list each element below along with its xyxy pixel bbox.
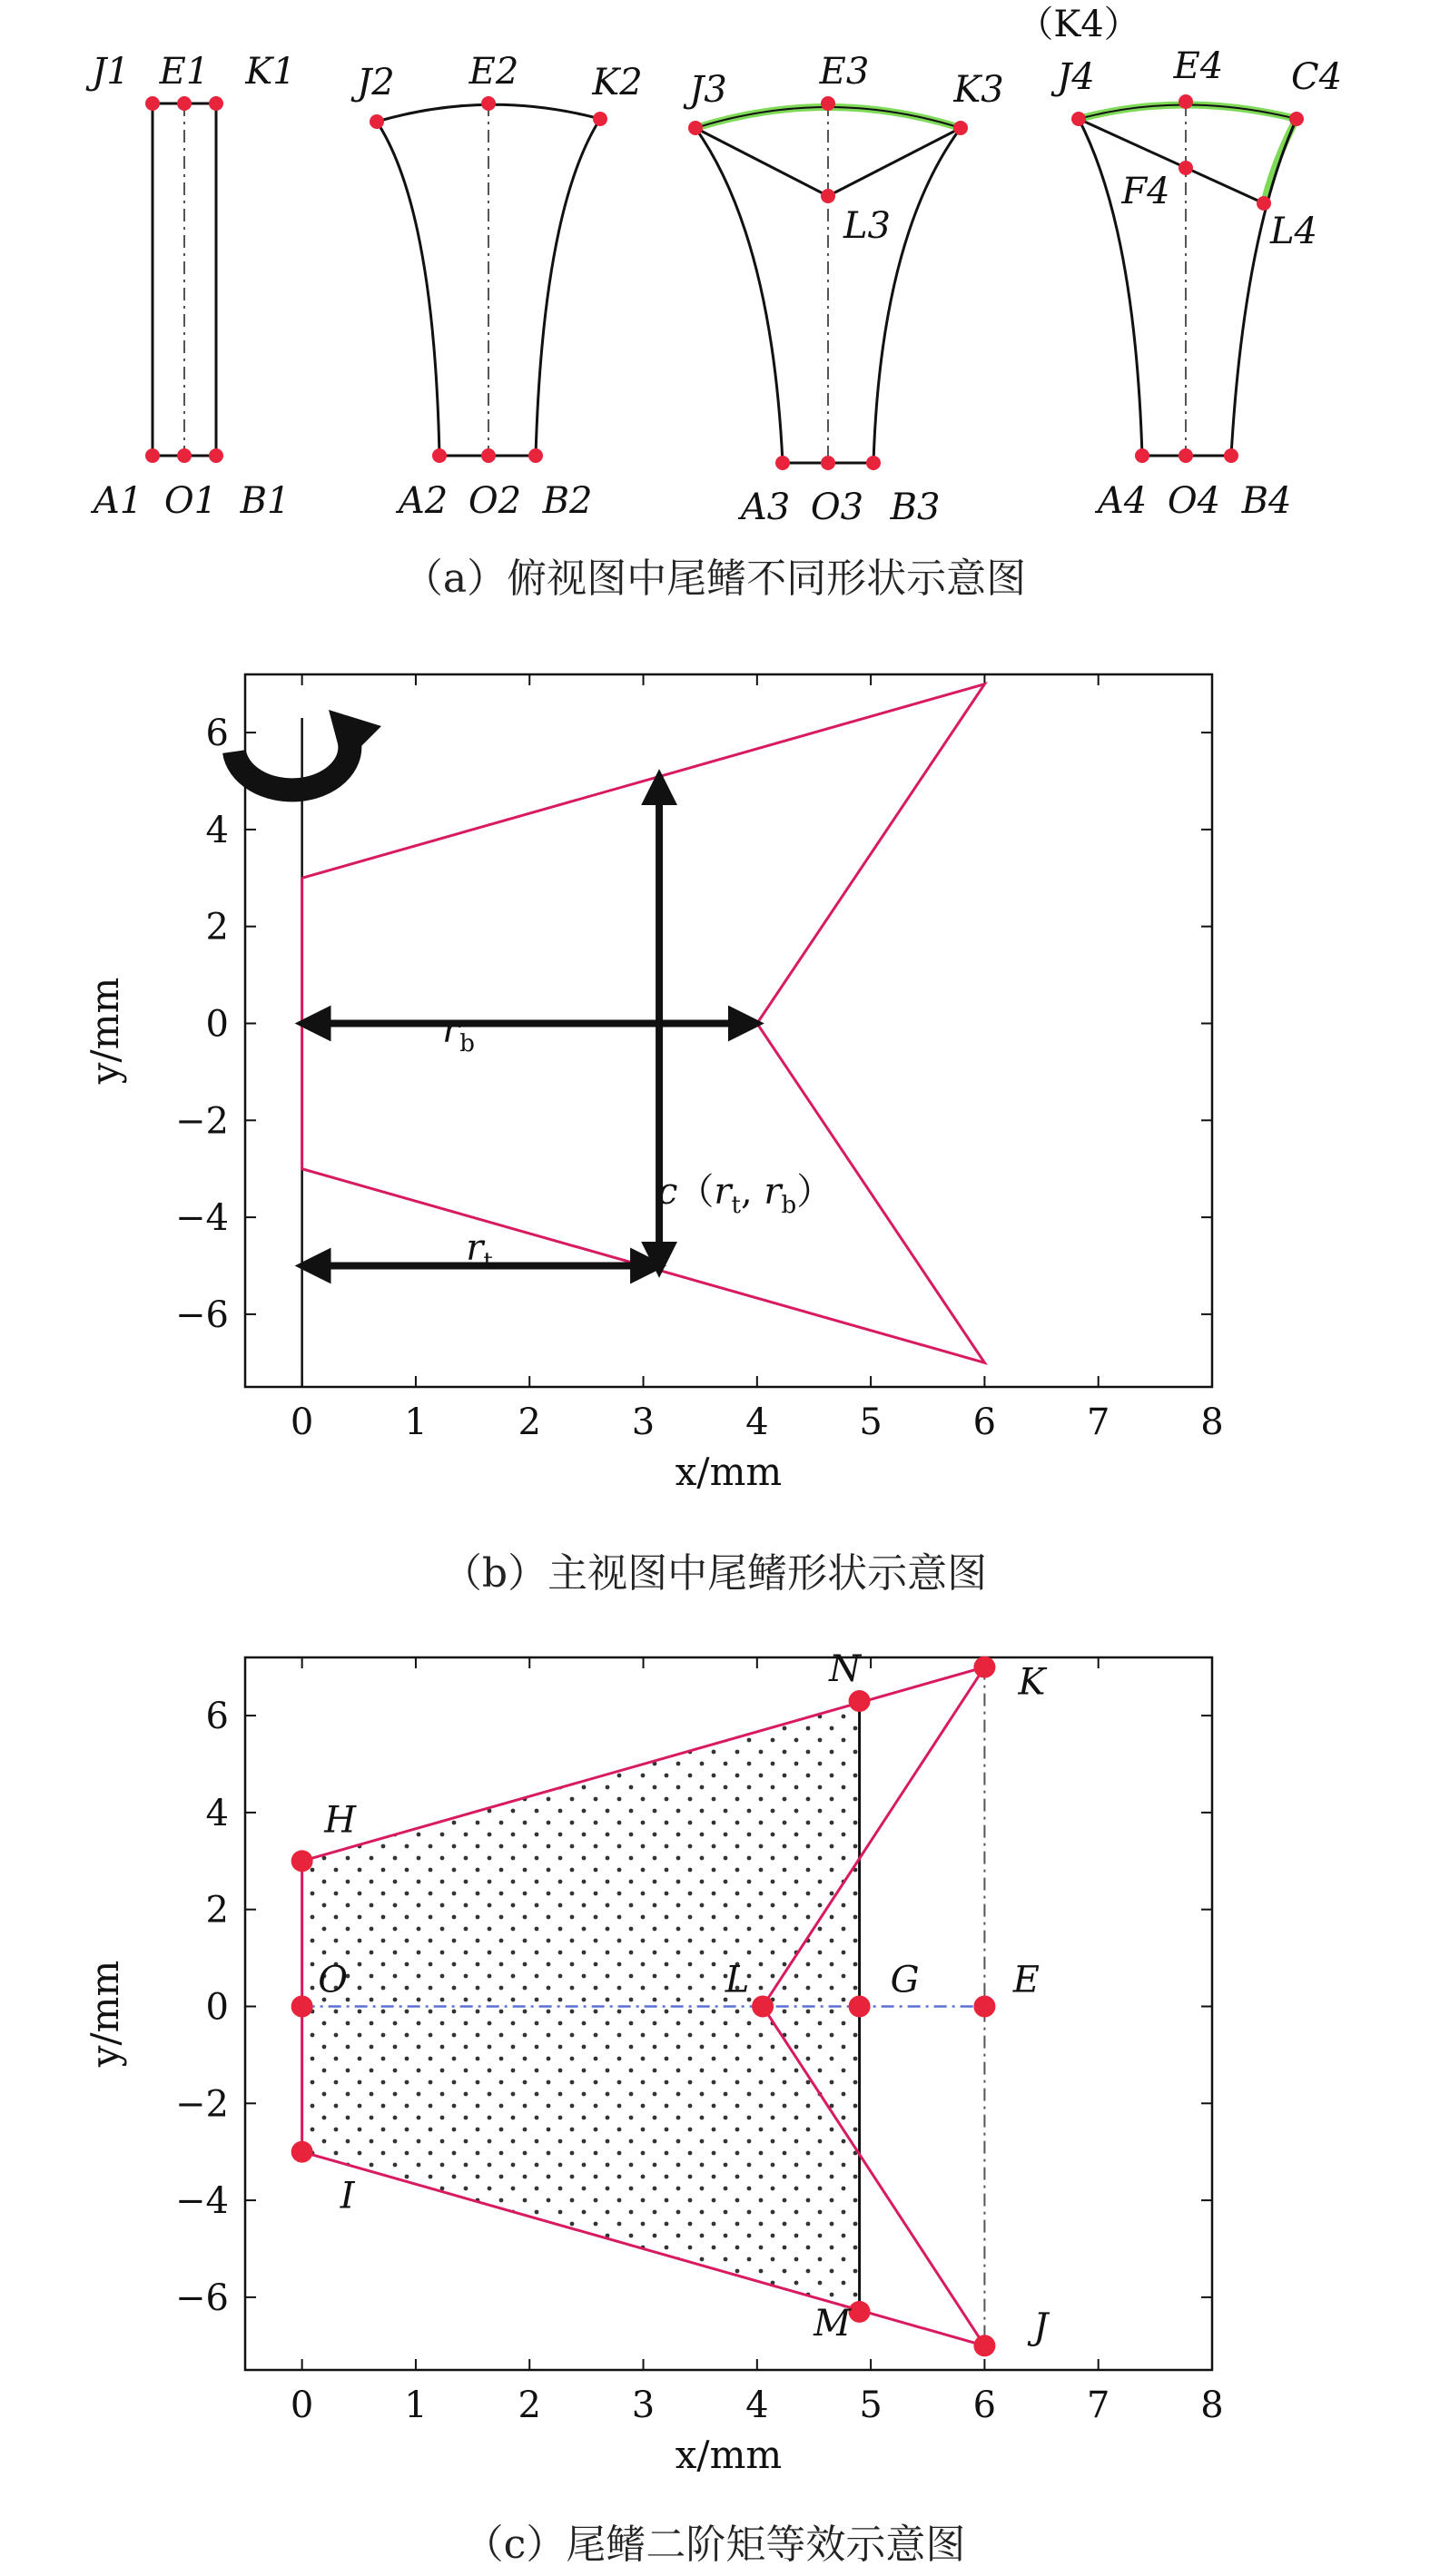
point-i (291, 2141, 313, 2163)
label-h: H (324, 1799, 357, 1842)
label-g: G (890, 1959, 920, 2001)
tick-labels-b (175, 713, 1224, 1443)
x-tick-label: 0 (290, 1401, 314, 1443)
rt-label: $r_t$ (466, 1227, 493, 1275)
y-tick-label: 2 (205, 906, 229, 949)
label-e: E (1012, 1959, 1040, 2001)
point-o1 (177, 448, 192, 463)
caption-a: （a）俯视图中尾鳍不同形状示意图 (402, 556, 1027, 602)
shape-4 (1050, 45, 1342, 522)
x-tick-label: 1 (404, 1401, 428, 1443)
point-e2 (481, 96, 496, 111)
label-a1: A1 (93, 480, 143, 522)
point-b2 (528, 448, 543, 463)
x-tick-label: 8 (1200, 1401, 1224, 1443)
y-tick-label: 4 (205, 809, 229, 851)
shape-3-left-edge (695, 128, 783, 463)
label-k1: K1 (245, 51, 296, 93)
label-o3: O3 (810, 487, 864, 528)
k4-note: （K4） (1017, 4, 1140, 45)
shape-4-left-edge (1079, 119, 1142, 456)
panel-a-top-views (85, 4, 1342, 602)
label-l4: L4 (1269, 211, 1318, 252)
y-tick-label: 0 (205, 1986, 229, 2029)
label-k2: K2 (592, 62, 643, 103)
point-a1 (145, 448, 160, 463)
x-tick-label: 3 (631, 2384, 656, 2426)
x-tick-label: 4 (745, 1401, 769, 1443)
caption-c: （c）尾鳍二阶矩等效示意图 (463, 2522, 966, 2568)
label-a4: A4 (1097, 480, 1148, 522)
tick-marks-b (245, 674, 1212, 1387)
y-tick-label: −2 (175, 2083, 229, 2126)
y-tick-label: −2 (175, 1100, 229, 1143)
point-n (849, 1690, 871, 1712)
shape-4-right-edge (1231, 119, 1297, 456)
point-j2 (370, 114, 384, 129)
rb-label: $r_b$ (442, 1009, 475, 1057)
plot-frame-b (245, 674, 1212, 1387)
y-tick-label: 6 (205, 713, 229, 755)
point-o (291, 1995, 313, 2017)
x-tick-label: 1 (404, 2384, 428, 2426)
point-m (849, 2301, 871, 2323)
shape-1 (85, 51, 295, 522)
label-j3: J3 (689, 69, 727, 111)
label-a2: A2 (398, 480, 449, 522)
label-j2: J2 (357, 62, 395, 103)
label-l3: L3 (843, 205, 892, 247)
label-j4: J4 (1057, 56, 1095, 98)
shape-2 (350, 51, 642, 522)
point-k2 (593, 112, 607, 126)
point-e4 (1179, 94, 1193, 109)
point-j (973, 2335, 995, 2356)
point-a3 (775, 456, 790, 470)
y-tick-label: −6 (175, 1293, 229, 1336)
x-axis-label-b: x/mm (675, 1450, 783, 1494)
point-e3 (821, 96, 835, 111)
x-tick-label: 7 (1086, 1401, 1110, 1443)
point-o3 (821, 456, 835, 470)
y-tick-label: −4 (175, 2180, 229, 2223)
x-tick-label: 6 (972, 1401, 997, 1443)
label-b4: B4 (1241, 480, 1292, 522)
label-e3: E3 (819, 51, 870, 93)
label-o1: O1 (163, 480, 218, 522)
x-tick-label: 7 (1086, 2384, 1110, 2426)
label-a3: A3 (740, 487, 791, 528)
panel-c-equivalent (83, 1648, 1224, 2568)
label-l: L (725, 1959, 750, 2001)
point-k3 (953, 121, 968, 135)
point-a2 (432, 448, 447, 463)
label-n: N (829, 1648, 862, 1691)
y-tick-label: 0 (205, 1003, 229, 1046)
point-k1 (209, 96, 223, 111)
x-tick-label: 0 (290, 2384, 314, 2426)
label-b3: B3 (890, 487, 941, 528)
x-tick-label: 4 (745, 2384, 769, 2426)
label-f4: F4 (1121, 171, 1170, 212)
label-o2: O2 (468, 480, 522, 522)
label-e4: E4 (1173, 45, 1224, 87)
label-j1: J1 (92, 51, 130, 93)
y-tick-label: 4 (205, 1792, 229, 1834)
y-tick-label: −4 (175, 1197, 229, 1240)
label-b2: B2 (542, 480, 593, 522)
point-o2 (481, 448, 496, 463)
caption-b: （b）主视图中尾鳍形状示意图 (441, 1550, 988, 1597)
point-e1 (177, 96, 192, 111)
y-tick-label: 6 (205, 1696, 229, 1738)
x-axis-label-c: x/mm (675, 2433, 783, 2477)
label-k: K (1018, 1661, 1046, 1704)
x-tick-label: 5 (859, 2384, 883, 2426)
label-o: O (318, 1959, 349, 2001)
point-k (973, 1657, 995, 1678)
point-j1 (145, 96, 160, 111)
label-b1: B1 (240, 480, 291, 522)
point-l (752, 1995, 774, 2017)
x-tick-label: 2 (518, 1401, 541, 1443)
shape-3 (683, 51, 1003, 528)
label-o4: O4 (1167, 480, 1221, 522)
y-tick-label: 2 (205, 1889, 229, 1932)
shape-3-right-edge (873, 128, 961, 463)
shape-3-line-k-l (828, 128, 961, 196)
x-tick-label: 8 (1200, 2384, 1224, 2426)
x-tick-label: 2 (518, 2384, 541, 2426)
label-e2: E2 (468, 51, 519, 93)
label-k3: K3 (953, 69, 1004, 111)
point-e (973, 1995, 995, 2017)
y-tick-label: −6 (175, 2276, 229, 2319)
label-j: J (1033, 2306, 1049, 2348)
point-l4 (1257, 196, 1271, 211)
panel-b-front-view (83, 674, 1224, 1597)
point-b3 (866, 456, 881, 470)
point-h (291, 1850, 313, 1872)
rotation-arrow-icon (234, 710, 381, 790)
point-j3 (688, 121, 703, 135)
y-axis-label-c: y/mm (83, 1960, 127, 2068)
point-f4 (1179, 161, 1193, 175)
label-c4: C4 (1290, 56, 1343, 98)
x-tick-label: 3 (631, 1401, 656, 1443)
point-j4 (1071, 112, 1086, 126)
label-m: M (814, 2302, 852, 2345)
shape-2-left-edge (377, 122, 439, 456)
label-e1: E1 (159, 51, 210, 93)
x-tick-label: 5 (859, 1401, 883, 1443)
point-a4 (1135, 448, 1149, 463)
point-o4 (1179, 448, 1193, 463)
label-i: I (340, 2175, 355, 2217)
point-l3 (821, 189, 835, 203)
x-tick-label: 6 (972, 2384, 997, 2426)
c-label: $c(r_t$, $r_b$） (657, 1171, 833, 1219)
point-b1 (209, 448, 223, 463)
shape-2-right-edge (536, 119, 600, 456)
y-axis-label-b: y/mm (83, 977, 127, 1085)
point-b4 (1224, 448, 1238, 463)
point-g (849, 1995, 871, 2017)
point-c4 (1289, 112, 1304, 126)
